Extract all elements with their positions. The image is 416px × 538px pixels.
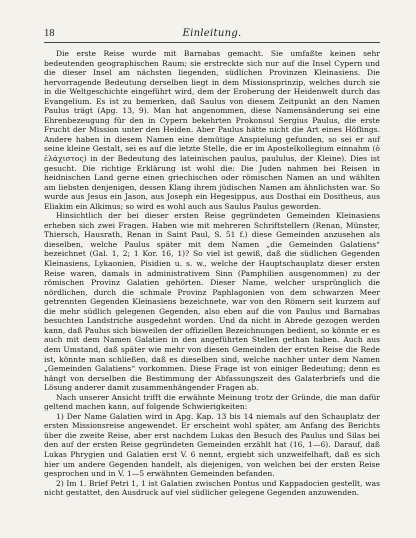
paragraph: Hinsichtlich der bei dieser ersten Reise gegründeten Gemeinden Kleinasiens erheben sich zwei Fragen. Haben wie mit mehreren Schriftstellern (Renan, Münster, Thiersch, Hausrath, Renan in Saint Paul, S. 51 f.) diese Gemeinden anzusehen als dieselben, welche Paulus später mit dem Namen „die Gemeinden Galatiens“ bezeichnet (Gal. 1, 2; 1 Kor. 16, 1)? So viel ist gewiß, daß die südlichen Gegenden Kleinasiens, Lykaonien, Pisidien u. s. w., welche der Hauptschauplatz dieser ersten Reise waren, damals in administrativem Sinn (Pamphilien ausgenommen) zu der römischen Provinz Galatien gehörten. Dieser Name, welcher ursprünglich die nördlichen, durch die schmale Provinz Paphlagonien von dem schwarzen Meer getrennten Gegenden Kleinasiens bezeichnete, war von den Römern seit kurzem auf die mehr südlich gelegenen Gegenden, also eben auf die von Paulus und Barnabas besuchten Landstriche ausgedehnt worden. Und da nicht in Abrede gezogen werden kann, daß Paulus sich bisweilen der offiziellen Bezeichnungen bedient, so könnte er es auch mit dem Namen Galatien in den angeführten Stellen gethan haben. Auch aus dem Umstand, daß später wie mehr von diesen Gemeinden der ersten Reise die Rede ist, könnte man schließen, daß es dieselben sind, welche nachher unter dem Namen „Gemeinden Galatiens“ vorkommen. Diese Frage ist von einiger Bedeutung; denn es hängt von derselben die Bestimmung der Abfassungszeit des Galaterbriefs und die Lösung anderer damit zusammenhängender Fragen ab. xyxy=(44,211,380,393)
numbered-paragraph: 1) Der Name Galatien wird in Apg. Kap. 13 bis 14 niemals auf den Schauplatz der ersten Missionsreise angewendet. Er erscheint wohl später, am Anfang des Berichts über die zweite Reise, aber erst nachdem Lukas den Besuch des Paulus und Silas bei den auf der ersten Reise gegründeten Gemeinden erzählt hat (16, 1—6). Darauf, daß Lukas Phrygien und Galatien erst V. 6 nennt, ergiebt sich unzweifelhaft, daß es sich hier um andere Gegenden handelt, als diejenigen, von welchen bei der ersten Reise gesprochen und in V. 1—5 erwähnten Gemeinden befanden. xyxy=(44,411,380,479)
paragraph: Nach unserer Ansicht trifft die erwähnte Meinung trotz der Gründe, die man dafür geltend machen kann, auf folgende Schwierigkeiten: xyxy=(44,392,380,412)
page-header xyxy=(44,28,380,40)
page-number: 18 xyxy=(44,28,55,39)
paragraph: Die erste Reise wurde mit Barnabas gemacht. Sie umfaßte keinen sehr bedeutenden geographischen Raum; sie erstreckte sich nur auf die Insel Cypern und die dieser Insel am nächsten liegenden, südlichen Provinzen Kleinasiens. Die hervorragende Bedeutung derselben liegt in dem Missionsprinzip, welches durch sie in die Weltgeschichte eingeführt wird, dem der Eroberung der Heidenwelt durch das Evangelium. Es ist zu bemerken, daß Saulus von diesem Zeitpunkt an den Namen Paulus trägt (Apg. 13, 9). Man hat angenommen, diese Namensänderung sei eine Ehrenbezeugung für den in Cypern bekehrten Prokonsul Sergius Paulus, die erste Frucht der Mission unter den Heiden. Aber Paulus hätte nicht die Art eines Höflings. Andere haben in diesem Namen eine demütige Anspielung gefunden, so sei er auf seine kleine Gestalt, sei es auf die letzte Stelle, die er im Apostelkollegium einnahm (ὁ ἐλάχιστος) in der Bedeutung des lateinischen paulus, paululus, der Kleine). Dies ist gesucht. Die richtige Erklärung ist wohl die: Die Juden nahmen bei Reisen in heidnischen Land gerne einen griechischen oder römischen Namen an und wählten am liebsten denjenigen, dessen Klang ihrem jüdischen Namen am ähnlichsten war. So wurde aus Jesus ein Jason, aus Joseph ein Hegesippus, aus Dosthai ein Dositheus, aus Eliakim ein Alkimus; so wird es wohl auch aus Saulus Paulus geworden. xyxy=(44,49,380,211)
running-title: Einleitung. xyxy=(182,28,242,39)
body-text xyxy=(44,49,380,498)
numbered-paragraph: 2) Im 1. Brief Petri 1, 1 ist Galatien zwischen Pontus und Kappadocien gestellt, was nicht gestattet, den Ausdruck auf viel südlicher gelegene Gegenden anzuwenden. xyxy=(44,478,380,498)
header-rule xyxy=(44,42,380,43)
